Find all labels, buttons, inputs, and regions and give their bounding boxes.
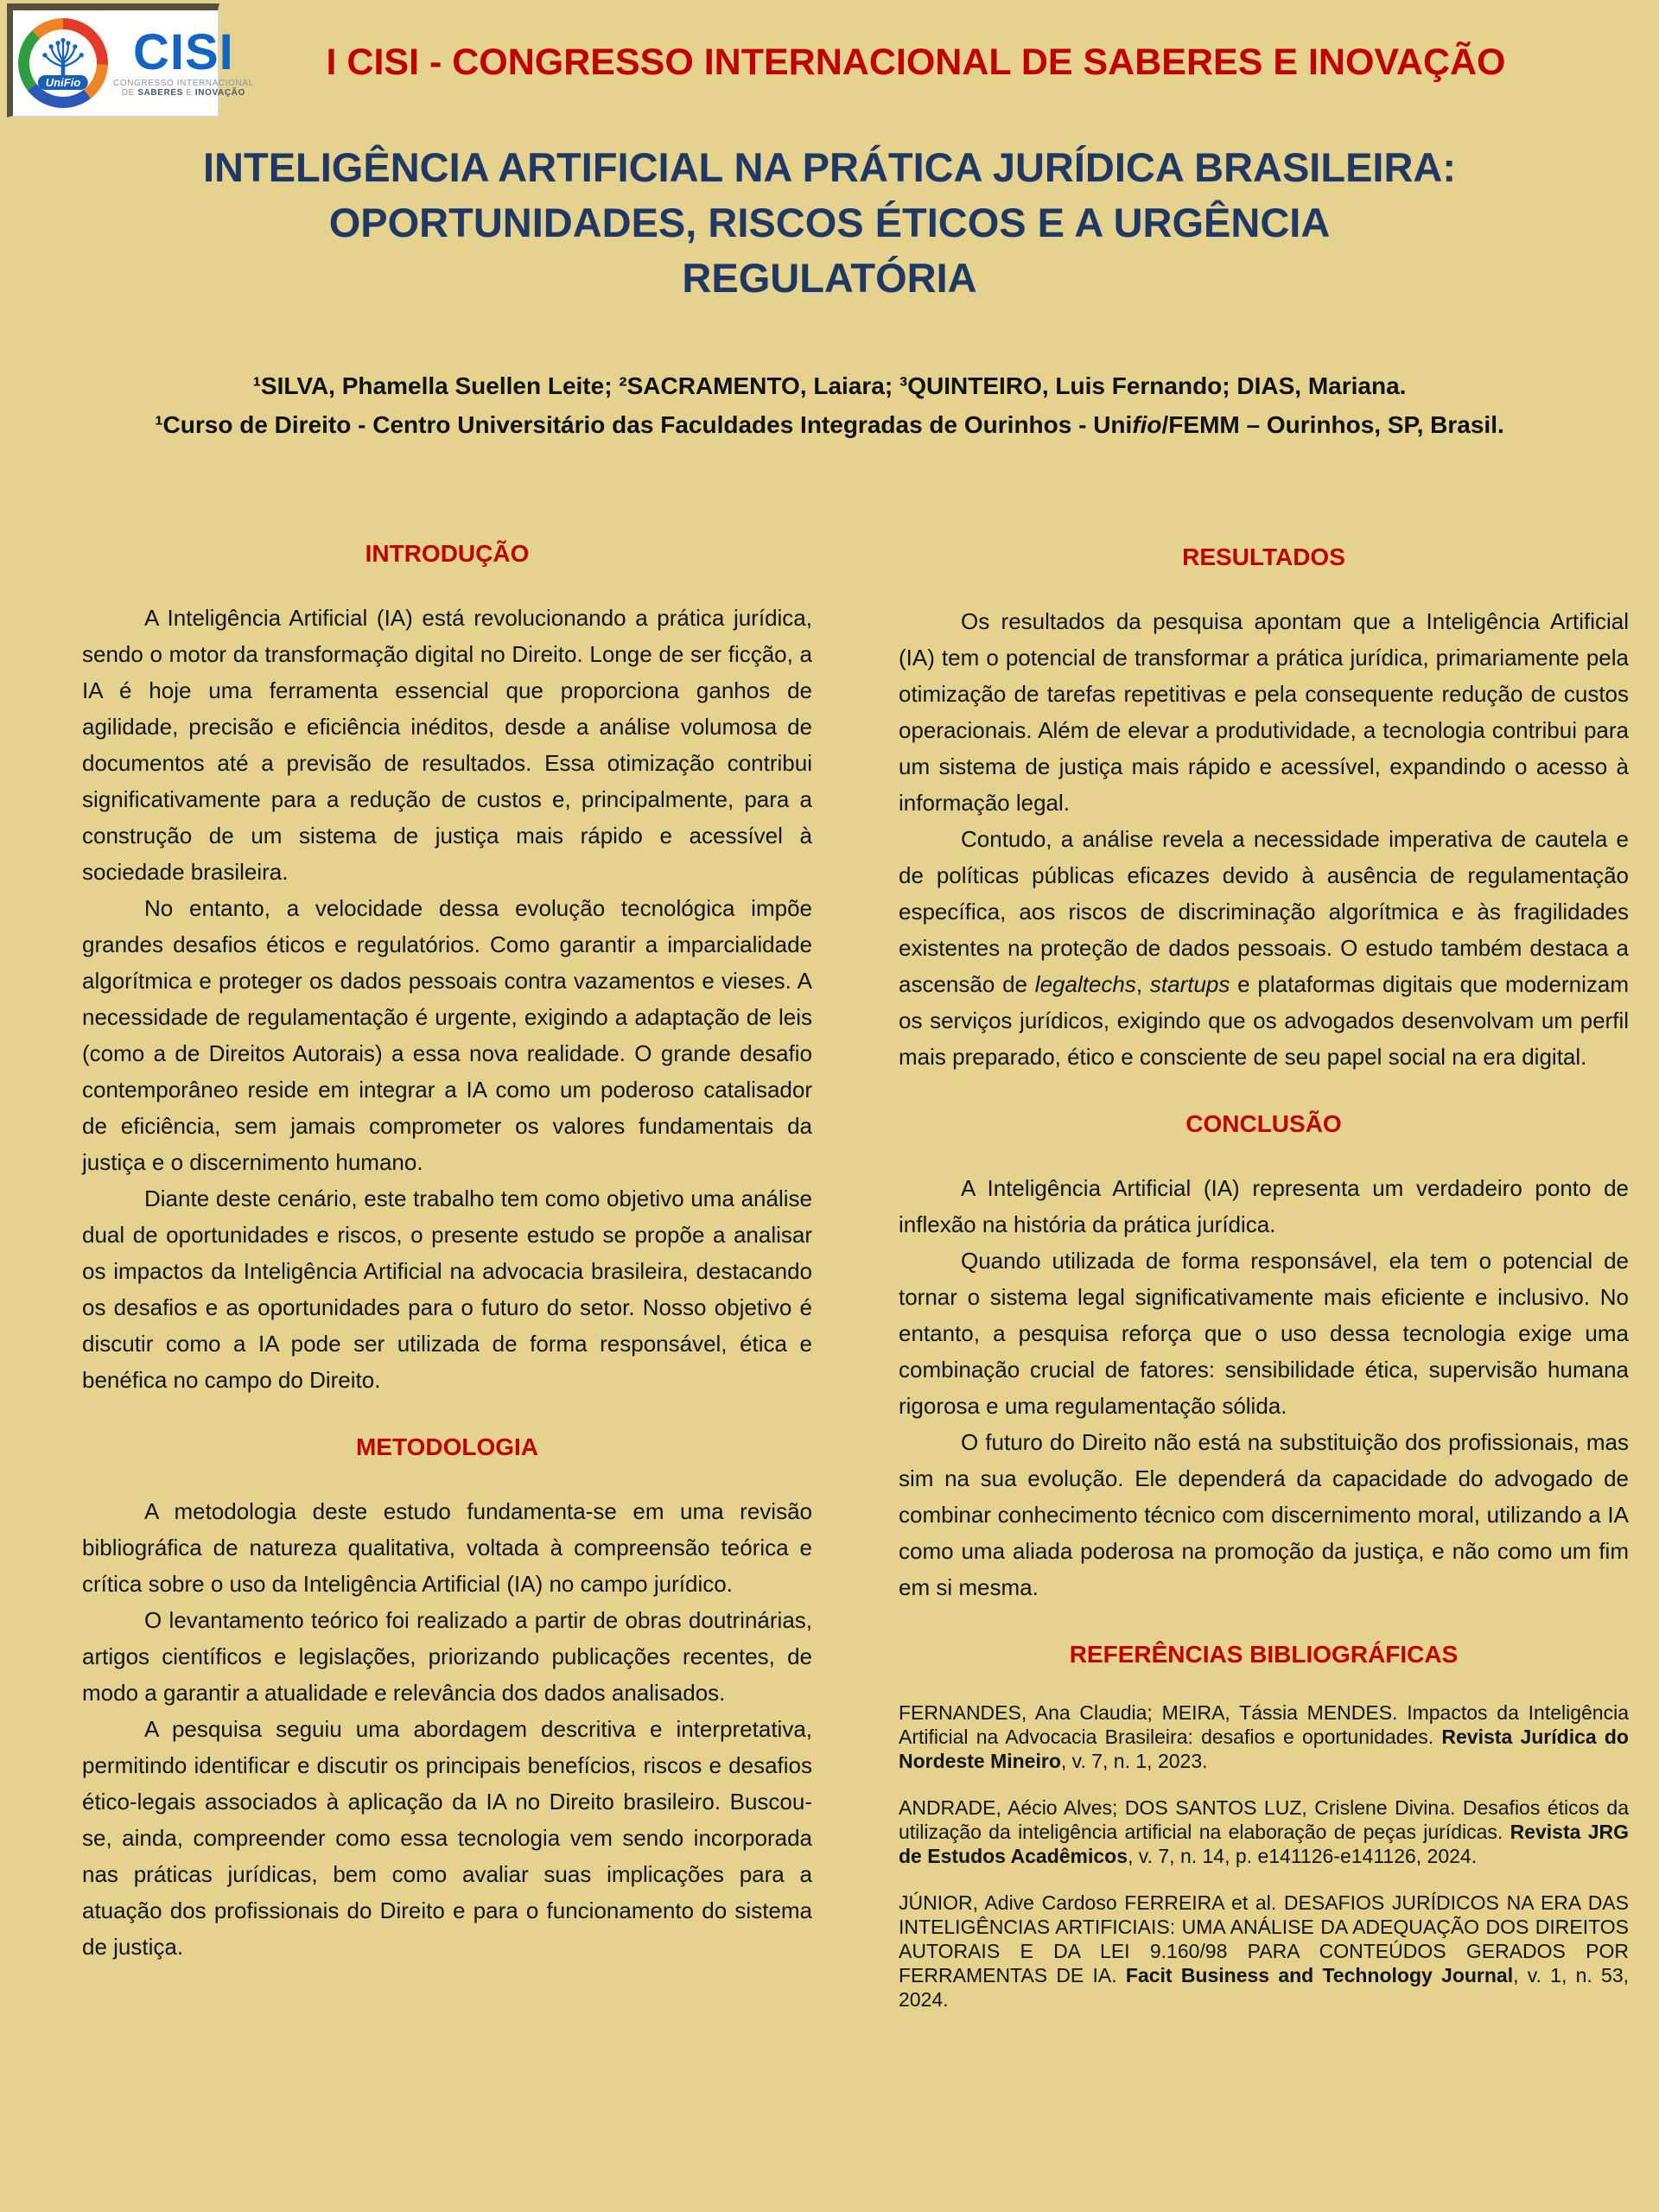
authors-line: ¹SILVA, Phamella Suellen Leite; ²SACRAMENTO, Laiara; ³QUINTEIRO, Luis Fernando; DIAS, Mariana.	[252, 372, 1407, 399]
metodologia-paragraph-2: O levantamento teórico foi realizado a partir de obras doutrinárias, artigos científicos e legislações, priorizando publicações recentes, de modo a garantir a atualidade e relevância dos dados analisados.	[82, 1607, 812, 1706]
section-heading-conclusao: CONCLUSÃO	[1185, 1110, 1342, 1137]
section-heading-metodologia: METODOLOGIA	[355, 1433, 539, 1460]
introducao-paragraph-1: A Inteligência Artificial (IA) está revolucionando a prática jurídica, sendo o motor da transformação digital no Direito. Longe de ser ficção, a IA é hoje uma ferramenta essencial que proporciona ganhos de agilidade, precisão e eficiência inéditos, desde a análise volumosa de documentos até a previsão de resultados. Essa otimização contribui significativamente para a redução de custos e, principalmente, para a construção de um sistema de justiça mais rápido e acessível à sociedade brasileira.	[82, 605, 812, 885]
cisi-wordmark: CISI	[132, 24, 234, 80]
affiliation-line: ¹Curso de Direito - Centro Universitário das Faculdades Integradas de Ourinhos - Unifio/FEMM – Ourinhos, SP, Brasil.	[155, 411, 1504, 438]
conclusao-paragraph-3: O futuro do Direito não está na substituição dos profissionais, mas sim na sua evolução. Ele dependerá da capacidade do advogado de combinar conhecimento técnico com discernimento moral, utilizando a IA como uma aliada poderosa na promoção da justiça, e não como um fim em si mesma.	[899, 1429, 1629, 1600]
left-column	[82, 517, 812, 1965]
logo-subtitle-line2: DE SABERES E INOVAÇÃO	[121, 88, 245, 98]
introducao-paragraph-3: Diante deste cenário, este trabalho tem como objetivo uma análise dual de oportunidades e riscos, o presente estudo se propõe a analisar os impactos da Inteligência Artificial na advocacia brasileira, destacando os desafios e as oportunidades para o futuro do setor. Nosso objetivo é discutir como a IA pode ser utilizada de forma responsável, ética e benéfica no campo do Direito.	[82, 1185, 812, 1393]
introducao-paragraph-2: No entanto, a velocidade dessa evolução tecnológica impõe grandes desafios éticos e regulatórios. Como garantir a imparcialidade algorítmica e proteger os dados pessoais contra vazamentos e vieses. A necessidade de regulamentação é urgente, exigindo a adaptação de leis (como a de Direitos Autorais) a essa nova realidade. O grande desafio contemporâneo reside em integrar a IA como um poderoso catalisador de eficiência, sem jamais comprometer os valores fundamentais da justiça e o discernimento humano.	[82, 895, 812, 1175]
reference-item-3: JÚNIOR, Adive Cardoso FERREIRA et al. DESAFIOS JURÍDICOS NA ERA DAS INTELIGÊNCIAS ARTIFICIAIS: UMA ANÁLISE DA ADEQUAÇÃO DOS DIREITOS AUTORAIS E DA LEI 9.160/98 PARA CONTEÚDOS GERADOS POR FERRAMENTAS DE IA. Facit Business and Technology Journal, v. 1, n. 53, 2024.	[899, 1891, 1629, 2011]
section-heading-referencias: REFERÊNCIAS BIBLIOGRÁFICAS	[1069, 1641, 1459, 1668]
cisi-logo-inner	[29, 29, 97, 97]
section-heading-introducao: INTRODUÇÃO	[365, 540, 530, 567]
resultados-paragraph-1: Os resultados da pesquisa apontam que a Inteligência Artificial (IA) tem o potencial de transformar a prática jurídica, primariamente pela otimização de tarefas repetitivas e pela consequente redução de custos operacionais. Além de elevar a produtividade, a tecnologia contribui para um sistema de justiça mais rápido e acessível, expandindo o acesso à informação legal.	[899, 608, 1629, 816]
conclusao-paragraph-1: A Inteligência Artificial (IA) representa um verdadeiro ponto de inflexão na história da prática jurídica.	[899, 1175, 1629, 1237]
unifio-wordmark: UniFio	[38, 75, 88, 90]
logo-subtitle-line1: CONGRESSO INTERNACIONAL	[113, 79, 254, 88]
metodologia-paragraph-1: A metodologia deste estudo fundamenta-se em uma revisão bibliográfica de natureza qualitativa, voltada à compreensão teórica e crítica sobre o uso da Inteligência Artificial (IA) no campo jurídico.	[82, 1498, 812, 1597]
right-column	[899, 517, 1629, 2012]
resultados-paragraph-2: Contudo, a análise revela a necessidade imperativa de cautela e de políticas públicas eficazes devido à ausência de regulamentação específica, aos riscos de discriminação algorítmica e às fragilidades existentes na proteção de dados pessoais. O estudo também destaca a ascensão de legaltechs, startups e plataformas digitais que modernizam os serviços jurídicos, exigindo que os advogados desenvolvam um perfil mais preparado, ético e consciente de seu papel social na era digital.	[899, 826, 1629, 1070]
cisi-logo	[7, 3, 254, 118]
cisi-logo-ring-icon	[18, 18, 108, 108]
poster-title: INTELIGÊNCIA ARTIFICIAL NA PRÁTICA JURÍDICA BRASILEIRA: OPORTUNIDADES, RISCOS ÉTICOS E A URGÊNCIA REGULATÓRIA	[202, 144, 1457, 301]
congress-title: I CISI - CONGRESSO INTERNACIONAL DE SABERES E INOVAÇÃO	[326, 41, 1506, 83]
conclusao-paragraph-2: Quando utilizada de forma responsável, ela tem o potencial de tornar o sistema legal significativamente mais eficiente e inclusivo. No entanto, a pesquisa reforça que o uso dessa tecnologia exige uma combinação crucial de fatores: sensibilidade ética, supervisão humana rigorosa e uma regulamentação sólida.	[899, 1248, 1629, 1419]
reference-item-2: ANDRADE, Aécio Alves; DOS SANTOS LUZ, Crislene Divina. Desafios éticos da utilização da inteligência artificial na elaboração de peças jurídicas. Revista JRG de Estudos Acadêmicos, v. 7, n. 14, p. e141126-e141126, 2024.	[899, 1796, 1629, 1867]
section-heading-resultados: RESULTADOS	[1182, 543, 1345, 570]
poster-columns	[82, 517, 1629, 2012]
reference-item-1: FERNANDES, Ana Claudia; MEIRA, Tássia MENDES. Impactos da Inteligência Artificial na Advocacia Brasileira: desafios e oportunidades. Revista Jurídica do Nordeste Mineiro, v. 7, n. 1, 2023.	[899, 1701, 1629, 1772]
authors-block	[0, 366, 1659, 444]
metodologia-paragraph-3: A pesquisa seguiu uma abordagem descritiva e interpretativa, permitindo identificar e discutir os principais benefícios, riscos e desafios ético-legais associados à aplicação da IA no Direito brasileiro. Buscou-se, ainda, compreender como essa tecnologia vem sendo incorporada nas práticas jurídicas, bem como avaliar suas implicações para a atuação dos profissionais do Direito e para o funcionamento do sistema de justiça.	[82, 1716, 812, 1960]
